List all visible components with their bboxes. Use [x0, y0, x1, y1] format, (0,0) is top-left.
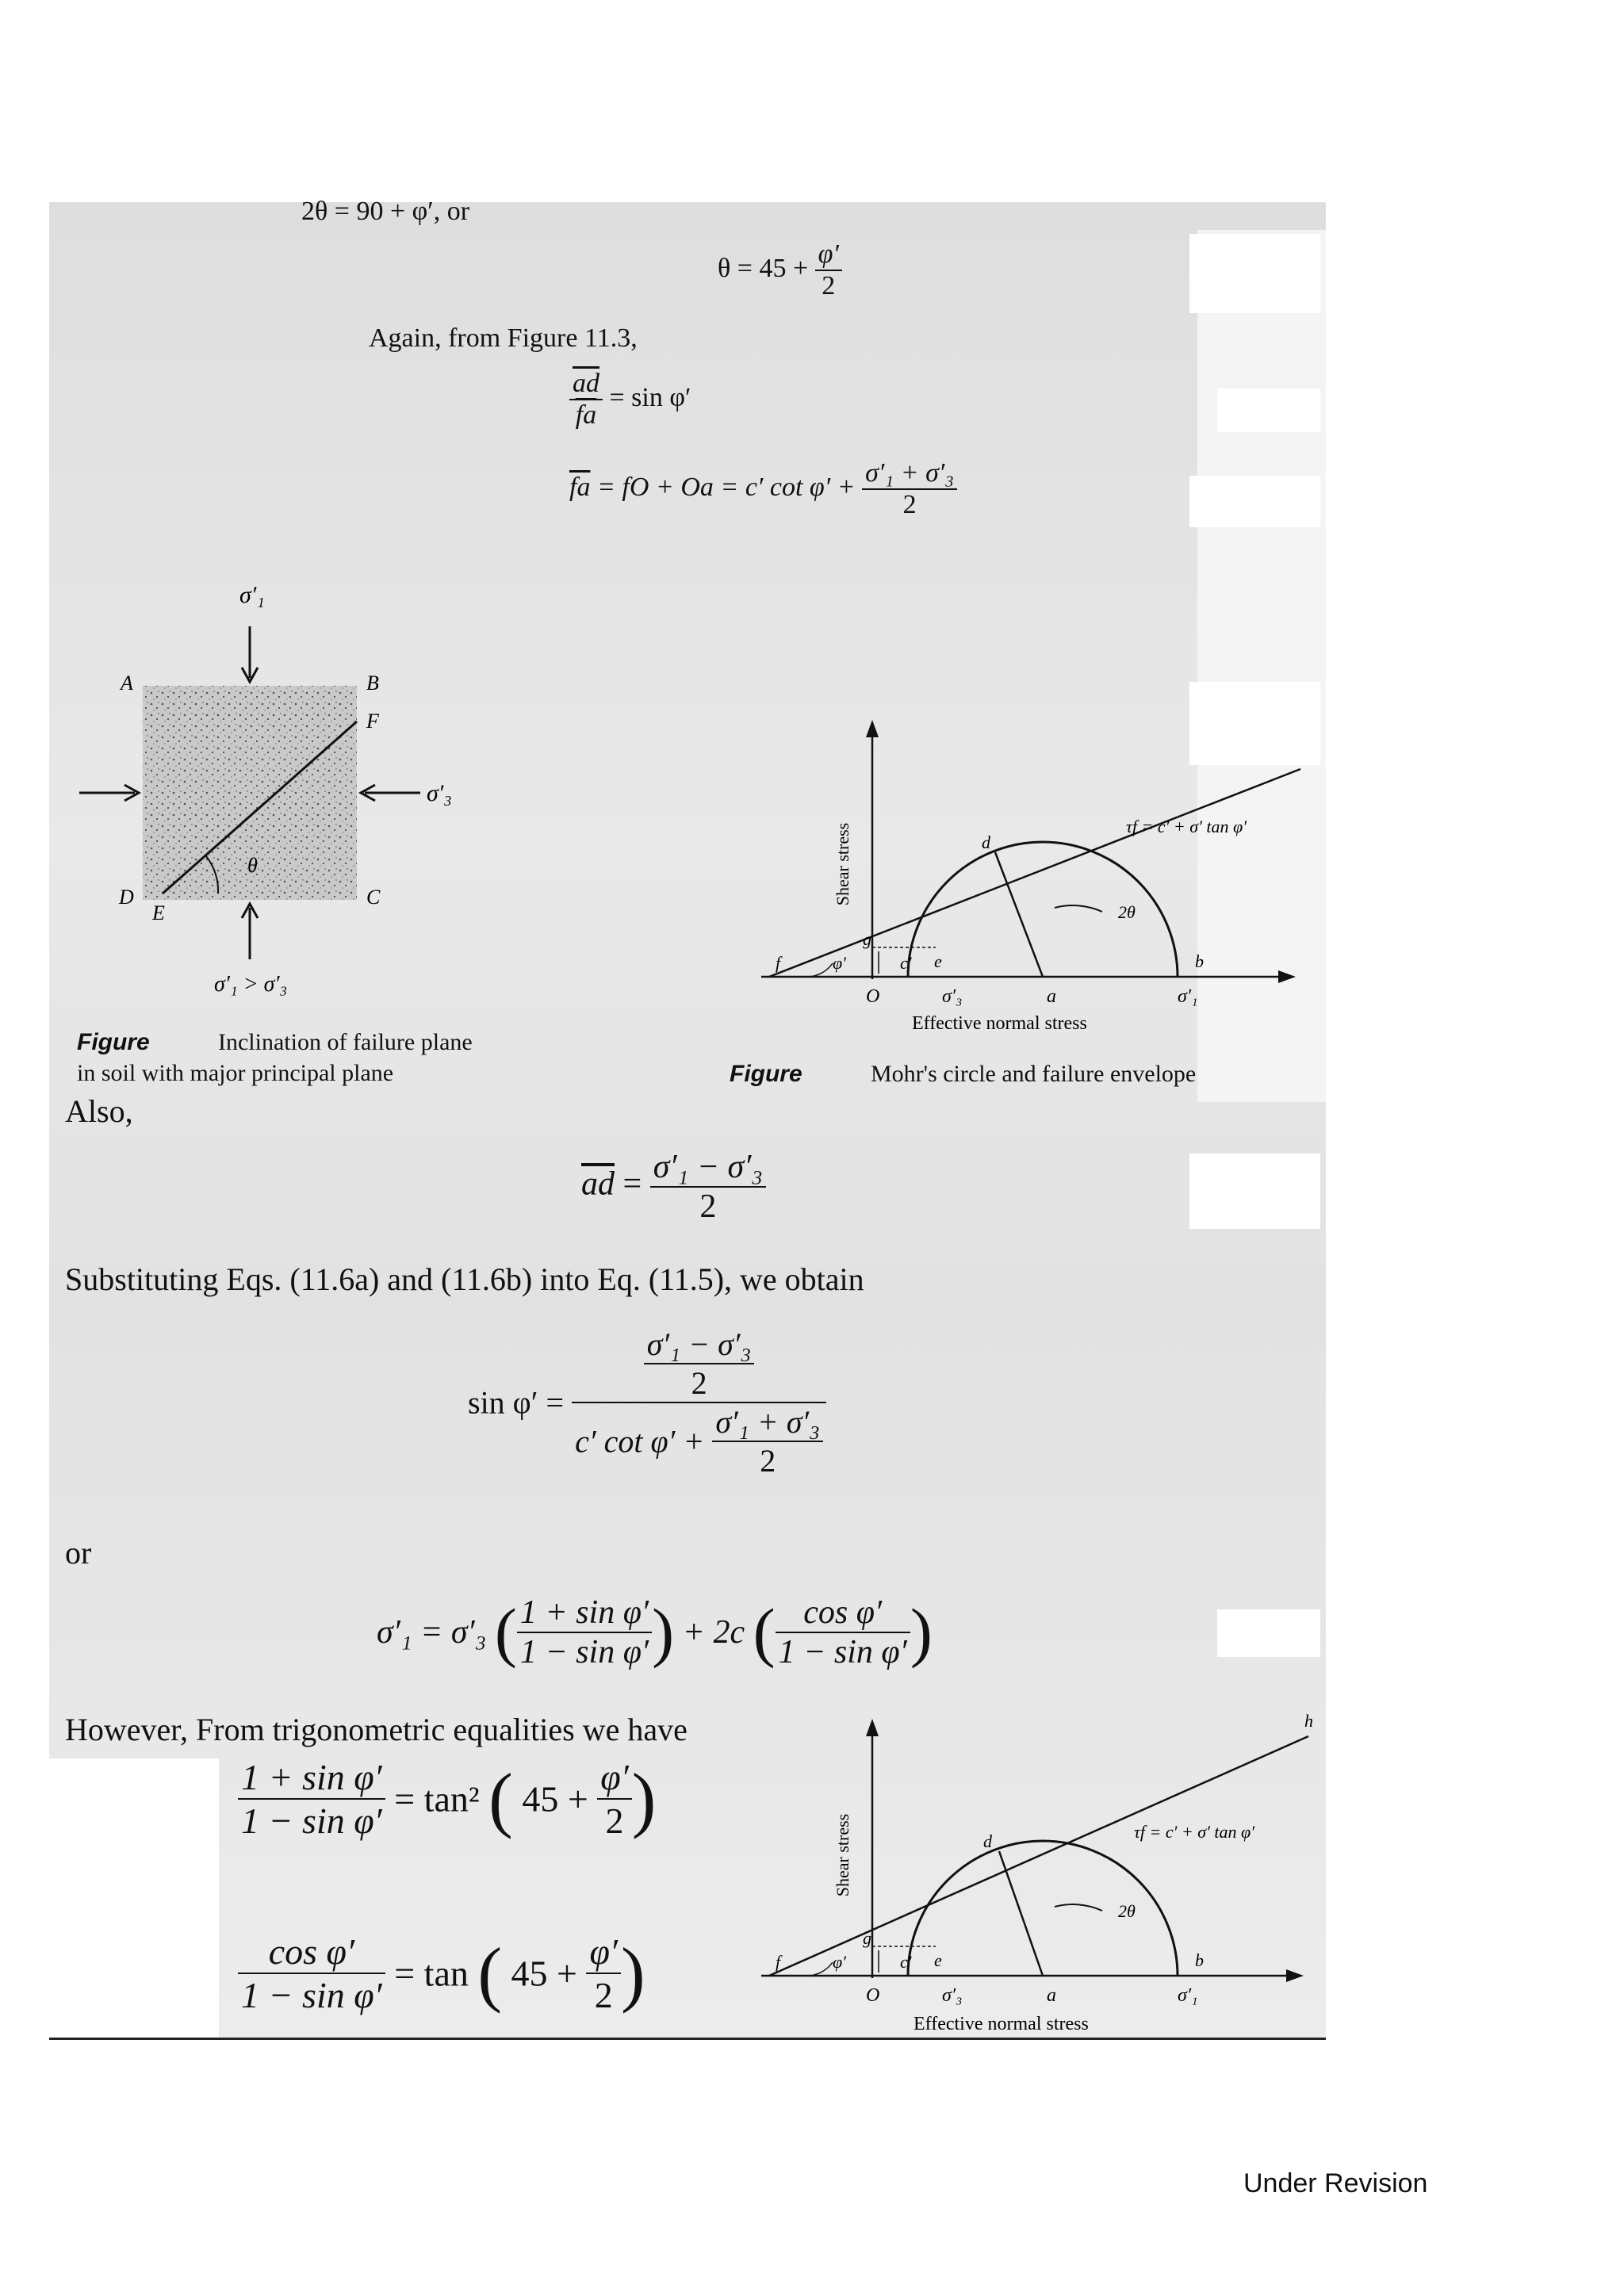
denominator: 2: [594, 1975, 613, 2015]
label-corner-a: A: [121, 672, 133, 695]
numerator: cos φ′: [776, 1594, 910, 1633]
numerator: σ′₁ − σ′₃: [650, 1148, 766, 1188]
denominator: 1 − sin φ′: [241, 1975, 382, 2015]
fraction: [776, 1594, 910, 1671]
equation-text: + 2c: [682, 1614, 745, 1651]
label-c-prime: c′: [900, 1952, 912, 1972]
paren: (: [477, 1933, 503, 2014]
label-g: g: [863, 929, 871, 949]
label-sigma-condition: σ′₁ > σ′₃: [214, 972, 288, 997]
redaction-patch: [1189, 1154, 1320, 1229]
equation-tan-squared: [238, 1756, 656, 1842]
label-b: b: [1195, 951, 1204, 971]
paren: (: [494, 1595, 517, 1670]
denominator: [572, 1403, 826, 1479]
paren: ): [620, 1933, 645, 2014]
label-theta: θ: [247, 854, 258, 877]
again-text: Again, from Figure 11.3,: [369, 323, 638, 353]
denominator: 1 − sin φ′: [519, 1634, 649, 1670]
label-d: d: [982, 832, 990, 852]
figure-caption-label: Figure: [730, 1061, 802, 1087]
also-text: Also,: [65, 1093, 133, 1129]
label-corner-d: D: [119, 886, 134, 909]
label-sigma3: σ′₃: [427, 780, 452, 806]
paren: (: [488, 1758, 513, 1839]
equation-text: = tan²: [394, 1778, 480, 1820]
envelope-label: τf = c′ + σ′ tan φ′: [1126, 817, 1247, 836]
label-sigma1: σ′₁: [1178, 1985, 1198, 2006]
equation-ad: [581, 1148, 766, 1226]
equation-two-theta: 2θ = 90 + φ′, or: [301, 197, 470, 226]
numerator: 1 + sin φ′: [238, 1756, 385, 1800]
label-corner-b: B: [366, 672, 379, 695]
label-two-theta: 2θ: [1118, 902, 1136, 922]
label-f: f: [776, 953, 781, 973]
fraction: [644, 1326, 755, 1402]
y-axis-label: Shear stress: [833, 822, 852, 906]
equation-text: c′ cot φ′ +: [575, 1423, 705, 1460]
equation-text: = fO + Oa = c′ cot φ′ +: [596, 472, 856, 502]
fraction: [650, 1148, 766, 1226]
label-c-prime: c′: [900, 953, 912, 973]
label-h: h: [1304, 1711, 1313, 1731]
fraction: [238, 1931, 385, 2016]
label-phi: φ′: [833, 953, 846, 973]
redaction-patch: [1189, 476, 1320, 527]
figure-caption-line1: Inclination of failure plane: [218, 1029, 473, 1055]
label-e: e: [934, 951, 942, 971]
label-two-theta: 2θ: [1118, 1901, 1136, 1921]
mohr-circle: [908, 842, 1178, 977]
label-origin: O: [866, 986, 880, 1007]
paren: (: [753, 1595, 776, 1670]
footer-under-revision: Under Revision: [1243, 2168, 1428, 2198]
figure-caption-label: Figure: [77, 1029, 150, 1055]
phi-arc: [805, 963, 833, 977]
mohr-circle: [908, 1841, 1178, 1976]
equation-text: 45 +: [522, 1778, 588, 1820]
equation-theta: [718, 239, 842, 301]
mohr-circle-figure-2: [745, 1705, 1324, 2038]
y-axis-arrow: [866, 1719, 879, 1736]
label-f: f: [776, 1952, 781, 1972]
phi-arc: [805, 1962, 833, 1976]
numerator: 1 + sin φ′: [517, 1594, 652, 1633]
y-axis-label: Shear stress: [833, 1813, 852, 1897]
label-phi: φ′: [833, 1952, 846, 1972]
however-text: However, From trigonometric equalities we have: [65, 1712, 688, 1747]
redaction-patch: [1189, 234, 1320, 313]
denominator: 2: [699, 1188, 717, 1225]
label-sigma1: σ′₁: [239, 582, 265, 608]
fraction: [572, 1326, 826, 1479]
label-b: b: [1195, 1950, 1204, 1970]
or-text: or: [65, 1535, 92, 1571]
equals: =: [622, 1165, 642, 1203]
label-sigma3: σ′₃: [942, 986, 963, 1007]
label-a: a: [1047, 1985, 1056, 2006]
numerator: φ′: [597, 1756, 632, 1800]
equation-text: 45 +: [511, 1953, 577, 1994]
numerator: σ′₁ + σ′₃: [862, 458, 957, 490]
equation-fa: [569, 458, 957, 520]
label-sigma3: σ′₃: [942, 1985, 963, 2006]
label-a: a: [1047, 986, 1056, 1007]
label-d: d: [983, 1831, 992, 1851]
label-origin: O: [866, 1985, 880, 2006]
fraction: [586, 1931, 621, 2016]
equation-text: = tan: [394, 1953, 469, 1994]
equation-text: $\overline{ad}$: [581, 1165, 615, 1203]
x-axis-arrow: [1286, 1969, 1304, 1982]
envelope-label: τf = c′ + σ′ tan φ′: [1134, 1822, 1255, 1842]
y-axis-arrow: [866, 720, 879, 737]
scan-white-strip: [49, 1758, 219, 2040]
equation-text: = sin φ′: [609, 382, 691, 412]
equation-sigma1: [377, 1594, 933, 1671]
two-theta-arc: [1055, 905, 1102, 912]
equation-text: sin φ′ =: [468, 1384, 565, 1421]
failure-plane-figure: [71, 579, 515, 1039]
radius-line: [999, 1851, 1043, 1976]
numerator: φ′: [586, 1931, 621, 1974]
x-axis-label: Effective normal stress: [914, 2014, 1089, 2034]
redaction-patch: [1217, 388, 1320, 432]
denominator: 2: [902, 490, 917, 519]
equation-text: θ = 45 +: [718, 253, 809, 283]
numerator: $\overline{ad}$: [569, 369, 603, 400]
fraction: [238, 1756, 385, 1842]
x-axis-arrow: [1278, 970, 1296, 983]
fraction: [712, 1403, 823, 1479]
denominator: 2: [760, 1443, 776, 1479]
paren: ): [910, 1595, 933, 1670]
denominator: 2: [691, 1365, 707, 1401]
label-corner-e: E: [152, 901, 165, 924]
denominator: 2: [605, 1800, 624, 1841]
figure-caption-text: Mohr's circle and failure envelope: [871, 1061, 1197, 1087]
equation-ad-over-fa: [569, 369, 691, 430]
substituting-text: Substituting Eqs. (11.6a) and (11.6b) into Eq. (11.5), we obtain: [65, 1261, 864, 1297]
fraction: [569, 369, 603, 430]
numerator: φ′: [815, 239, 842, 271]
x-axis-label: Effective normal stress: [912, 1013, 1087, 1034]
two-theta-arc: [1055, 1904, 1102, 1911]
label-g: g: [863, 1928, 871, 1948]
label-sigma1: σ′₁: [1178, 986, 1198, 1007]
radius-line: [995, 852, 1043, 977]
denominator: 1 − sin φ′: [778, 1634, 907, 1670]
fraction: [517, 1594, 652, 1671]
fraction: [862, 458, 957, 520]
fraction: [597, 1756, 632, 1842]
label-corner-f: F: [366, 710, 379, 733]
paren: ): [652, 1595, 675, 1670]
bottom-rule: [49, 2038, 1326, 2040]
equation-tan: [238, 1931, 645, 2016]
label-corner-c: C: [366, 886, 381, 909]
paren: ): [631, 1758, 657, 1839]
equation-sin-phi: [468, 1326, 826, 1479]
redaction-patch: [1217, 1609, 1320, 1657]
equation-text: σ′₁ = σ′₃: [377, 1614, 487, 1651]
denominator: fa: [575, 400, 597, 430]
numerator: [572, 1326, 826, 1403]
equation-text: $\overline{fa}$: [569, 472, 591, 502]
denominator: 1 − sin φ′: [241, 1800, 382, 1841]
numerator: σ′₁ + σ′₃: [712, 1403, 823, 1442]
figure-caption-line2: in soil with major principal plane: [77, 1060, 394, 1086]
denominator: 2: [822, 271, 836, 300]
numerator: σ′₁ − σ′₃: [644, 1326, 755, 1364]
label-e: e: [934, 1950, 942, 1970]
numerator: cos φ′: [238, 1931, 385, 1974]
mohr-circle-figure: [745, 706, 1316, 1039]
fraction: [815, 239, 842, 301]
